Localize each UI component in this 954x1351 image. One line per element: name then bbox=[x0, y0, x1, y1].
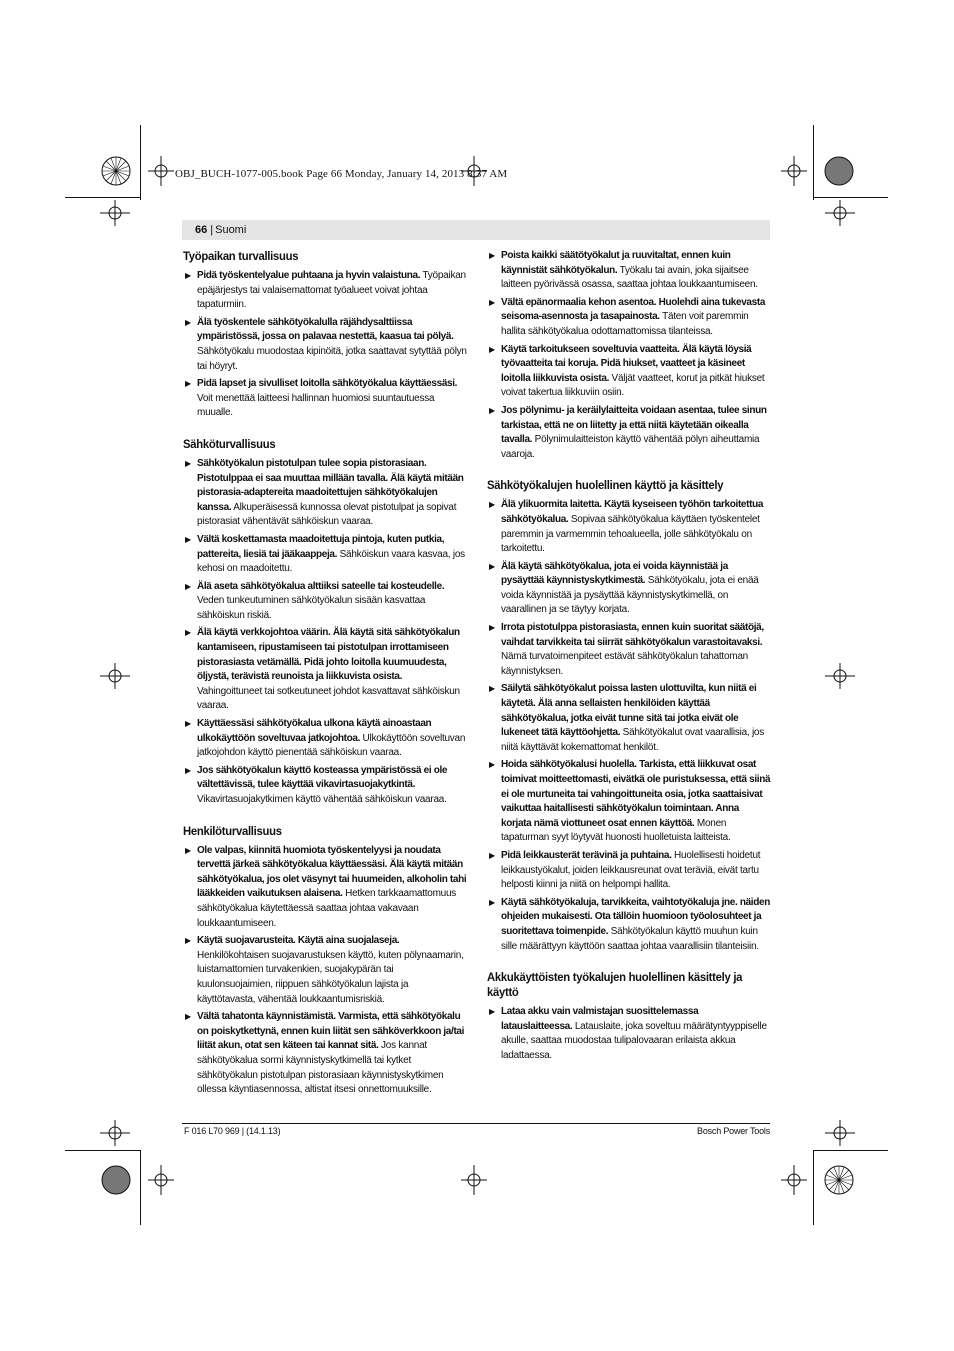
instruction-text: Sähkötyökalu, jota ei enää voida käynnistää ja pysäyttää käynnistyskytkimellä, on vaarallinen ja se täytyy korjata. bbox=[501, 575, 759, 616]
registration-mark-bottom-left bbox=[100, 1164, 132, 1196]
bullet-arrow-icon: ▶ bbox=[185, 628, 191, 638]
instruction-text: Henkilökohtaisen suojavarustuksen käyttö, kuten pölynaamarin, luistamattomien turvakenkien, suojakypärän tai kuulonsuojaimien, riippuen sähkötyökalun lajista ja käyttötavasta, vähentää loukkaantumisriskiä. bbox=[197, 949, 464, 1005]
instruction-emphasis: Poista kaikki säätötyökalut ja ruuvitaltat, ennen kuin käynnistät sähkötyökalun. bbox=[501, 250, 731, 276]
instruction-emphasis: Käytä sähkötyökaluja, tarvikkeita, vaihtotyökaluja jne. näiden ohjeiden mukaisesti. Ota tällöin huomioon työolosuhteet ja suoritettava toimenpide. bbox=[501, 896, 770, 937]
instruction-text: Työpaikan epäjärjestys tai valaisemattomat työalueet voivat johtaa tapaturmiin. bbox=[197, 270, 466, 311]
bullet-arrow-icon: ▶ bbox=[489, 850, 495, 860]
right-column bbox=[487, 249, 771, 1067]
bullet-arrow-icon: ▶ bbox=[185, 581, 191, 591]
bullet-arrow-icon: ▶ bbox=[185, 845, 191, 855]
footer-doc-number: F 016 L70 969 | (14.1.13) bbox=[184, 1126, 281, 1136]
bullet-arrow-icon: ▶ bbox=[489, 897, 495, 907]
crosshair-mark bbox=[461, 156, 487, 186]
instruction-emphasis: Irrota pistotulppa pistorasiasta, ennen kuin suoritat säätöjä, vaihdat tarvikkeita tai siirrät sähkötyökalun varastoitavaksi. bbox=[501, 622, 764, 648]
instruction-text: Monen tapaturman syyt löytyvät huonosti huolletuista laitteista. bbox=[501, 817, 731, 844]
crosshair-mark bbox=[781, 1165, 807, 1195]
trim-line bbox=[813, 1150, 814, 1225]
instruction-emphasis: Älä aseta sähkötyökalua alttiiksi sateelle tai kosteudelle. bbox=[197, 580, 445, 592]
page-language: Suomi bbox=[215, 224, 247, 236]
print-header: OBJ_BUCH-1077-005.book Page 66 Monday, January 14, 2013 8:37 AM bbox=[175, 168, 508, 180]
bullet-arrow-icon: ▶ bbox=[185, 1012, 191, 1022]
section-title: Sähkötyökalujen huolellinen käyttö ja käsittely bbox=[487, 478, 724, 493]
instruction-text: Työkalu tai avain, joka sijaitsee laitteen pyörivässä osassa, saattaa johtaa loukkaantumiseen. bbox=[501, 264, 758, 291]
bullet-arrow-icon: ▶ bbox=[489, 297, 495, 307]
section-title: Henkilöturvallisuus bbox=[183, 823, 282, 838]
crosshair-mark bbox=[148, 156, 174, 186]
bullet-arrow-icon: ▶ bbox=[489, 251, 495, 260]
safety-instruction bbox=[487, 758, 771, 846]
section-title: Työpaikan turvallisuus bbox=[183, 249, 299, 263]
instruction-text: Sopivaa sähkötyökalua käyttäen työskentelet paremmin ja varmemmin tehoalueella, jolle sähkötyökalu on tarkoitettu. bbox=[501, 513, 760, 555]
safety-instruction bbox=[487, 249, 771, 293]
registration-mark-bottom-right bbox=[823, 1164, 855, 1196]
crosshair-mark bbox=[781, 156, 807, 186]
section-title: Sähköturvallisuus bbox=[183, 436, 276, 451]
safety-instruction bbox=[487, 621, 771, 679]
safety-instruction bbox=[183, 457, 467, 530]
safety-instruction bbox=[183, 934, 467, 1007]
safety-instruction bbox=[183, 717, 467, 761]
instruction-emphasis: Lataa akku vain valmistajan suosittelemassa latauslaitteessa. bbox=[501, 1006, 699, 1032]
instruction-text: Sähkötyökalut ovat vaarallisia, jos niitä käyttävät kokemattomat henkilöt. bbox=[501, 727, 764, 753]
bullet-arrow-icon: ▶ bbox=[185, 719, 191, 729]
safety-instruction bbox=[183, 764, 467, 808]
instruction-text: Latauslaite, joka soveltuu määrätyntyyppiselle akulle, saattaa muodostaa tulipalovaaran erilaista akkua ladattaessa. bbox=[501, 1020, 767, 1061]
safety-instruction bbox=[183, 844, 467, 932]
instruction-emphasis: Älä käytä verkkojohtoa väärin. Älä käytä sitä sähkötyökalun kantamiseen, ripustamiseen tai pistotulpan irrottamiseen pistorasiasta vetämällä. Pidä johto loitolla kuumuudesta, öljystä, terävistä reunoista ja liikkuvista osista. bbox=[197, 627, 460, 683]
instruction-emphasis: Vältä epänormaalia kehon asentoa. Huolehdi aina tukevasta seisoma-asennosta ja tasapainosta. bbox=[501, 296, 766, 323]
instruction-emphasis: Hoida sähkötyökalusi huolella. Tarkista, että liikkuvat osat toimivat moitteettomasti, eivätkä ole puristuksessa, että siinä ei ole murtuneita tai vahingoittuneita osia, jotka saattaisivat vaikuttaa haitallisesti sähkötyökalun toimintaan. Anna korjata nämä viottuneet osat ennen käyttöä. bbox=[501, 759, 771, 829]
section-title: Akkukäyttöisten työkalujen huolellinen käsittely ja käyttö bbox=[487, 970, 743, 1000]
safety-instruction bbox=[487, 682, 771, 755]
bullet-arrow-icon: ▶ bbox=[489, 760, 495, 770]
instruction-text: Voit menettää laitteesi hallinnan huomiosi suuntautuessa muualle. bbox=[197, 392, 435, 419]
safety-instruction bbox=[487, 296, 771, 340]
instruction-text: Vikavirtasuojakytkimen käyttö vähentää sähköiskun vaaraa. bbox=[197, 794, 447, 805]
instruction-emphasis: Vältä tahatonta käynnistämistä. Varmista, että sähkötyökalu on poiskytkettynä, ennen kuin liität sen sähköverkkoon ja/tai liität akun, otat sen käteen tai kannat sitä. bbox=[197, 1011, 465, 1052]
crosshair-mark bbox=[825, 200, 855, 226]
bullet-arrow-icon: ▶ bbox=[489, 500, 495, 510]
instruction-emphasis: Älä ylikuormita laitetta. Käytä kyseiseen työhön tarkoitettua sähkötyökalua. bbox=[501, 499, 764, 525]
crosshair-mark bbox=[148, 1165, 174, 1195]
instruction-emphasis: Älä käytä sähkötyökalua, jota ei voida käynnistää ja pysäyttää käynnistyskytkimestä. bbox=[501, 560, 728, 587]
trim-line bbox=[813, 1150, 888, 1151]
safety-instruction bbox=[183, 269, 467, 313]
safety-instruction bbox=[487, 343, 771, 401]
bullet-arrow-icon: ▶ bbox=[489, 623, 495, 633]
crosshair-mark bbox=[100, 200, 130, 226]
instruction-emphasis: Älä työskentele sähkötyökalulla räjähdysalttiissa ympäristössä, jossa on palavaa nestettä, kaasua tai pölyä. bbox=[197, 316, 454, 343]
instruction-text: Sähkötyökalun käyttö muuhun kuin sille määrättyyn käyttöön saattaa johtaa vaarallisiin tilanteisiin. bbox=[501, 925, 759, 952]
safety-instruction bbox=[487, 1005, 771, 1063]
safety-instruction bbox=[183, 377, 467, 421]
bullet-arrow-icon: ▶ bbox=[489, 405, 495, 415]
safety-instruction bbox=[183, 580, 467, 624]
crosshair-mark bbox=[825, 1120, 855, 1146]
instruction-emphasis: Säilytä sähkötyökalut poissa lasten ulottuvilta, kun niitä ei käytetä. Älä anna sellaisten henkilöiden käyttää sähkötyökalua, jotka eivät tunne sitä tai jotka eivät ole lukeneet tätä käyttöohjetta. bbox=[501, 683, 757, 739]
registration-mark-top-right bbox=[823, 155, 855, 187]
page-number: 66 bbox=[195, 224, 208, 236]
trim-line bbox=[140, 125, 141, 200]
instruction-text: Nämä turvatoimenpiteet estävät sähkötyökalun tahattoman käynnistyksen. bbox=[501, 651, 748, 677]
instruction-text: Väljät vaatteet, korut ja pitkät hiukset voivat takertua liikkuviin osiin. bbox=[501, 372, 765, 399]
bullet-arrow-icon: ▶ bbox=[185, 534, 191, 544]
safety-instruction bbox=[487, 849, 771, 893]
bullet-arrow-icon: ▶ bbox=[185, 936, 191, 946]
instruction-emphasis: Ole valpas, kiinnitä huomiota työskentelyysi ja noudata tervettä järkeä sähkötyökalua käyttäessäsi. Älä käytä mitään sähkötyökalua, jos olet väsynyt tai huumeiden, alkoholin tahi lääkkeiden vaikutuksen alaisena. bbox=[197, 844, 467, 900]
instruction-text: Sähköiskun vaara kasvaa, jos kehosi on maadoitettu. bbox=[197, 548, 465, 575]
instruction-text: Ulkokäyttöön soveltuvan jatkojohdon käyttö pienentää sähköiskun vaaraa. bbox=[197, 732, 466, 759]
registration-mark-top-left bbox=[100, 155, 132, 187]
instruction-emphasis: Pidä työskentelyalue puhtaana ja hyvin valaistuna. bbox=[197, 270, 421, 281]
instruction-text: Huolellisesti hoidetut leikkaustyökalut, joiden leikkausreunat ovat teräviä, eivät tartu helposti kiinni ja niitä on helpompi hallita. bbox=[501, 849, 761, 891]
instruction-emphasis: Jos pölynimu- ja keräilylaitteita voidaan asentaa, tulee sinun tarkistaa, että ne on liitetty ja että niitä käytetään oikealla tavalla. bbox=[501, 404, 767, 446]
bullet-arrow-icon: ▶ bbox=[489, 684, 495, 694]
safety-instruction bbox=[183, 533, 467, 577]
safety-instruction bbox=[487, 560, 771, 618]
instruction-emphasis: Pidä lapset ja sivulliset loitolla sähkötyökalua käyttäessäsi. bbox=[197, 378, 458, 390]
bullet-arrow-icon: ▶ bbox=[185, 317, 191, 327]
instruction-text: Vahingoittuneet tai sotkeutuneet johdot kasvattavat sähköiskun vaaraa. bbox=[197, 685, 460, 712]
bullet-arrow-icon: ▶ bbox=[185, 271, 191, 280]
trim-line bbox=[813, 125, 814, 200]
bullet-arrow-icon: ▶ bbox=[489, 1007, 495, 1017]
crosshair-mark bbox=[461, 1165, 487, 1195]
crosshair-mark bbox=[100, 1120, 130, 1146]
left-column bbox=[183, 249, 467, 1101]
instruction-text: Pölynimulaitteiston käyttö vähentää pölyn aiheuttamia vaaroja. bbox=[501, 434, 760, 460]
instruction-emphasis: Käyttäessäsi sähkötyökalua ulkona käytä ainoastaan ulkokäyttöön soveltuvaa jatkojohtoa. bbox=[197, 718, 432, 744]
bullet-arrow-icon: ▶ bbox=[489, 344, 495, 354]
safety-instruction bbox=[183, 1010, 467, 1098]
bullet-arrow-icon: ▶ bbox=[489, 561, 495, 571]
crosshair-mark bbox=[825, 663, 855, 689]
bullet-arrow-icon: ▶ bbox=[185, 379, 191, 389]
section-gap bbox=[183, 811, 467, 824]
instruction-text: Jos kannat sähkötyökalua sormi käynnistyskytkimellä tai kytket sähkötyökalun pistotulpan pistorasiaan käynnistyskytkimen ollessa käyntiasennossa, altistat itsesi onnettomuuksille. bbox=[197, 1040, 444, 1096]
trim-line bbox=[65, 197, 140, 198]
trim-line bbox=[65, 1150, 140, 1151]
instruction-text: Alkuperäisessä kunnossa olevat pistotulpat ja sopivat pistorasiat vähentävät sähköiskun vaaraa. bbox=[197, 501, 457, 528]
instruction-emphasis: Käytä suojavarusteita. Käytä aina suojalaseja. bbox=[197, 935, 400, 947]
section-gap bbox=[487, 465, 771, 478]
safety-instruction bbox=[183, 626, 467, 714]
safety-instruction bbox=[183, 316, 467, 374]
instruction-text: Sähkötyökalu muodostaa kipinöitä, jotka saattavat sytyttää pölyn tai höyryt. bbox=[197, 345, 467, 372]
instruction-emphasis: Pidä leikkausterät terävinä ja puhtaina. bbox=[501, 849, 672, 861]
trim-line bbox=[813, 197, 888, 198]
instruction-text: Veden tunkeutuminen sähkötyökalun sisään kasvattaa sähköiskun riskiä. bbox=[197, 595, 426, 621]
bullet-arrow-icon: ▶ bbox=[185, 765, 191, 775]
instruction-emphasis: Vältä koskettamasta maadoitettuja pintoja, kuten putkia, pattereita, liesiä tai jääkaappeja. bbox=[197, 533, 445, 560]
safety-instruction bbox=[487, 498, 771, 556]
page-separator: | bbox=[210, 224, 214, 236]
instruction-emphasis: Käytä tarkoitukseen soveltuvia vaatteita. Älä käytä löysiä työvaatteita tai koruja. Pidä hiukset, vaatteet ja käsineet loitolla liikkuvista osista. bbox=[501, 343, 752, 384]
instruction-emphasis: Jos sähkötyökalun käyttö kosteassa ympäristössä ei ole vältettävissä, tulee käyttää vikavirtasuojakytkintä. bbox=[197, 764, 448, 791]
footer-brand: Bosch Power Tools bbox=[697, 1126, 770, 1136]
instruction-text: Hetken tarkkaamattomuus sähkötyökalua käytettäessä saattaa johtaa vakavaan loukkaantumiseen. bbox=[197, 888, 457, 929]
trim-line bbox=[140, 1150, 141, 1225]
crosshair-mark bbox=[100, 663, 130, 689]
bullet-arrow-icon: ▶ bbox=[185, 458, 191, 468]
footer-rule bbox=[182, 1123, 770, 1124]
page-header-bar bbox=[182, 220, 770, 240]
safety-instruction bbox=[487, 896, 771, 954]
section-gap bbox=[183, 424, 467, 437]
instruction-emphasis: Sähkötyökalun pistotulpan tulee sopia pistorasiaan. Pistotulppaa ei saa muuttaa millään tavalla. Älä käytä mitään pistorasia-adaptereita maadoitettujen sähkötyökalujen kanssa. bbox=[197, 457, 464, 513]
section-gap bbox=[487, 957, 771, 970]
safety-instruction bbox=[487, 404, 771, 462]
instruction-text: Täten voit paremmin hallita sähkötyökalua odottamattomissa tilanteissa. bbox=[501, 311, 749, 337]
